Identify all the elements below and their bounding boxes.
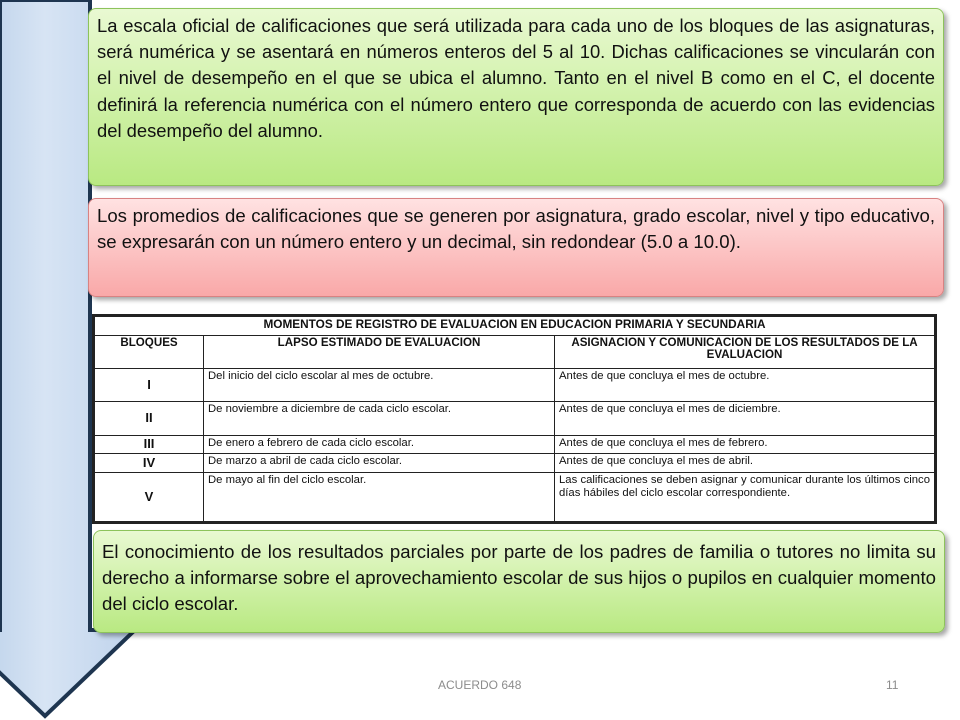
comunicacion-cell: Antes de que concluya el mes de febrero. — [555, 435, 935, 454]
comunicacion-cell: Antes de que concluya el mes de diciembre. — [555, 402, 935, 435]
bloque-cell: III — [95, 435, 204, 454]
lapso-cell: De noviembre a diciembre de cada ciclo escolar. — [204, 402, 555, 435]
lapso-cell: De mayo al fin del ciclo escolar. — [204, 473, 555, 522]
parents-information-paragraph: El conocimiento de los resultados parciales por parte de los padres de familia o tutores no limita su derecho a informarse sobre el aprovechamiento escolar de sus hijos o pupilos en cualquier momento del ciclo escolar. — [93, 530, 945, 633]
comunicacion-cell: Antes de que concluya el mes de abril. — [555, 454, 935, 473]
averages-paragraph: Los promedios de calificaciones que se generen por asignatura, grado escolar, nivel y tipo educativo, se expresarán con un número entero y un decimal, sin redondear (5.0 a 10.0). — [88, 198, 944, 297]
evaluation-moments-table — [92, 314, 937, 524]
table-row — [95, 369, 935, 402]
page-number: 11 — [886, 678, 899, 692]
table-row — [95, 402, 935, 435]
table-row — [95, 454, 935, 473]
comunicacion-cell: Las calificaciones se deben asignar y comunicar durante los últimos cinco días hábiles del ciclo escolar correspondiente. — [555, 473, 935, 522]
bloque-cell: II — [95, 402, 204, 435]
lapso-cell: Del inicio del ciclo escolar al mes de octubre. — [204, 369, 555, 402]
bloque-cell: IV — [95, 454, 204, 473]
lapso-cell: De marzo a abril de cada ciclo escolar. — [204, 454, 555, 473]
table-row — [95, 473, 935, 522]
comunicacion-cell: Antes de que concluya el mes de octubre. — [555, 369, 935, 402]
bloque-cell: V — [95, 473, 204, 522]
footer-text: ACUERDO 648 — [438, 678, 522, 692]
header-comunicacion: ASIGNACION Y COMUNICACION DE LOS RESULTADOS DE LA EVALUACION — [555, 335, 935, 368]
lapso-cell: De enero a febrero de cada ciclo escolar. — [204, 435, 555, 454]
table-row — [95, 435, 935, 454]
table-title: MOMENTOS DE REGISTRO DE EVALUACION EN EDUCACION PRIMARIA Y SECUNDARIA — [95, 317, 935, 336]
header-bloques: BLOQUES — [95, 335, 204, 368]
bloque-cell: I — [95, 369, 204, 402]
header-lapso: LAPSO ESTIMADO DE EVALUACION — [204, 335, 555, 368]
grading-scale-paragraph: La escala oficial de calificaciones que será utilizada para cada uno de los bloques de las asignaturas, será numérica y se asentará en números enteros del 5 al 10. Dichas calificaciones se vincularán con el nivel de desempeño en el que se ubica el alumno. Tanto en el nivel B como en el C, el docente definirá la referencia numérica con el número entero que corresponda de acuerdo con las evidencias del desempeño del alumno. — [88, 8, 944, 186]
